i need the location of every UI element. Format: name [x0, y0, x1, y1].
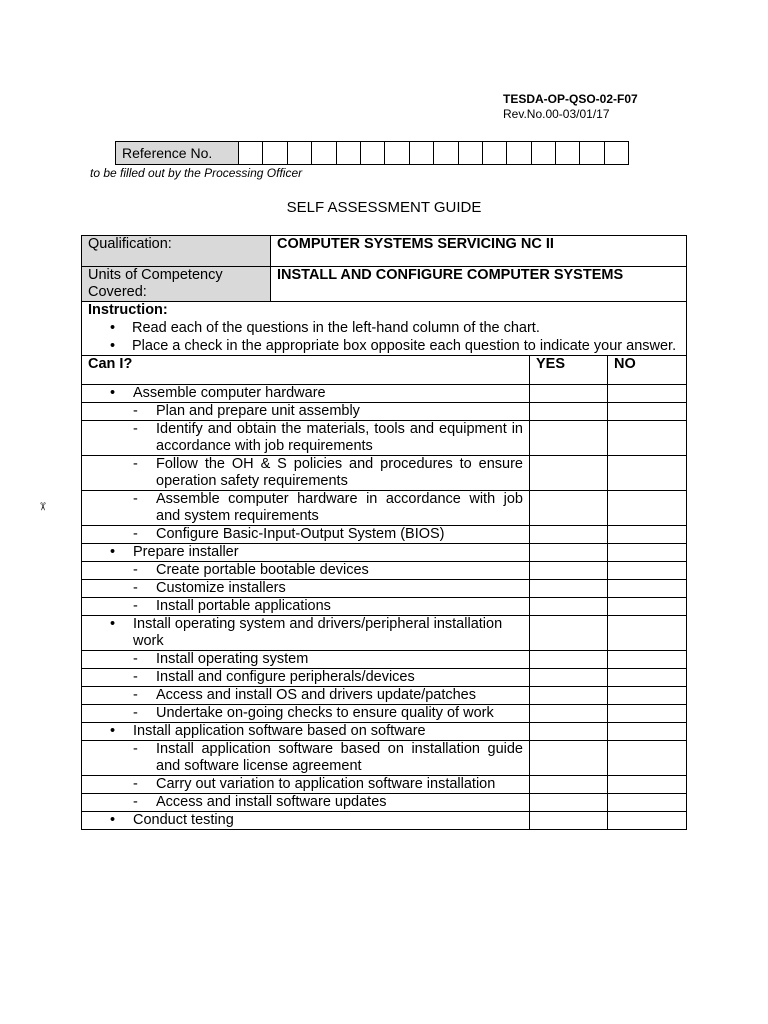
no-checkbox[interactable]: [608, 580, 687, 598]
yes-checkbox[interactable]: [530, 616, 608, 651]
assessment-table: [81, 235, 687, 830]
question-cell: [82, 491, 530, 526]
question-text: - Customize installers: [88, 580, 523, 597]
question-text: - Follow the OH & S policies and procedures to ensure operation safety requirements: [88, 456, 523, 490]
yes-checkbox[interactable]: [530, 562, 608, 580]
question-text: • Prepare installer: [88, 544, 523, 561]
skill-row: [82, 776, 687, 794]
yes-checkbox[interactable]: [530, 705, 608, 723]
skill-row: [82, 705, 687, 723]
question-text: - Install application software based on installation guide and software license agreement: [88, 741, 523, 775]
no-checkbox[interactable]: [608, 456, 687, 491]
skill-row: [82, 669, 687, 687]
no-checkbox[interactable]: [608, 705, 687, 723]
skill-row: [82, 562, 687, 580]
skill-row: [82, 491, 687, 526]
question-cell: [82, 580, 530, 598]
yes-checkbox[interactable]: [530, 403, 608, 421]
reference-digit-box[interactable]: [434, 142, 458, 165]
yes-checkbox[interactable]: [530, 491, 608, 526]
question-cell: [82, 776, 530, 794]
yes-checkbox[interactable]: [530, 385, 608, 403]
units-label: Units of Competency Covered:: [82, 267, 271, 302]
no-checkbox[interactable]: [608, 812, 687, 830]
no-checkbox[interactable]: [608, 776, 687, 794]
no-checkbox[interactable]: [608, 669, 687, 687]
no-checkbox[interactable]: [608, 723, 687, 741]
question-text: - Undertake on-going checks to ensure quality of work: [88, 705, 523, 722]
competency-row: [82, 385, 687, 403]
reference-digit-box[interactable]: [409, 142, 433, 165]
question-text: • Install operating system and drivers/peripheral installation work: [88, 616, 523, 650]
qualification-value: COMPUTER SYSTEMS SERVICING NC II: [271, 236, 687, 267]
instruction-heading: Instruction:: [88, 302, 168, 318]
reference-digit-box[interactable]: [556, 142, 580, 165]
form-code: TESDA-OP-QSO-02-F07: [503, 92, 638, 106]
yes-checkbox[interactable]: [530, 723, 608, 741]
instruction-item: • Place a check in the appropriate box opposite each question to indicate your answer.: [132, 337, 680, 355]
no-checkbox[interactable]: [608, 687, 687, 705]
question-text: • Install application software based on software: [88, 723, 523, 740]
question-cell: [82, 687, 530, 705]
yes-checkbox[interactable]: [530, 776, 608, 794]
skill-row: [82, 741, 687, 776]
no-checkbox[interactable]: [608, 741, 687, 776]
scissors-icon: ✂: [36, 501, 49, 512]
units-value: INSTALL AND CONFIGURE COMPUTER SYSTEMS: [271, 267, 687, 302]
competency-row: [82, 812, 687, 830]
question-cell: [82, 562, 530, 580]
no-checkbox[interactable]: [608, 403, 687, 421]
competency-row: [82, 616, 687, 651]
question-text: - Install and configure peripherals/devices: [88, 669, 523, 686]
reference-digit-box[interactable]: [263, 142, 287, 165]
question-text: - Plan and prepare unit assembly: [88, 403, 523, 420]
yes-checkbox[interactable]: [530, 812, 608, 830]
skill-row: [82, 687, 687, 705]
skill-row: [82, 456, 687, 491]
yes-checkbox[interactable]: [530, 741, 608, 776]
no-checkbox[interactable]: [608, 598, 687, 616]
question-text: - Install operating system: [88, 651, 523, 668]
skill-row: [82, 598, 687, 616]
reference-digit-box[interactable]: [458, 142, 482, 165]
no-checkbox[interactable]: [608, 616, 687, 651]
competency-row: [82, 544, 687, 562]
no-checkbox[interactable]: [608, 385, 687, 403]
question-cell: [82, 705, 530, 723]
question-cell: [82, 456, 530, 491]
question-list: [82, 385, 687, 830]
no-checkbox[interactable]: [608, 651, 687, 669]
question-cell: [82, 421, 530, 456]
no-checkbox[interactable]: [608, 794, 687, 812]
reference-digit-box[interactable]: [531, 142, 555, 165]
skill-row: [82, 403, 687, 421]
question-text: - Configure Basic-Input-Output System (BIOS): [88, 526, 523, 543]
question-cell: [82, 385, 530, 403]
page-title: SELF ASSESSMENT GUIDE: [286, 199, 482, 216]
question-cell: [82, 794, 530, 812]
yes-checkbox[interactable]: [530, 669, 608, 687]
question-cell: [82, 526, 530, 544]
question-cell: [82, 616, 530, 651]
question-text: - Install portable applications: [88, 598, 523, 615]
instruction-item: • Read each of the questions in the left-hand column of the chart.: [132, 319, 680, 337]
no-checkbox[interactable]: [608, 544, 687, 562]
reference-digit-box[interactable]: [360, 142, 384, 165]
reference-digit-box[interactable]: [580, 142, 604, 165]
skill-row: [82, 651, 687, 669]
question-cell: [82, 741, 530, 776]
yes-header: YES: [530, 356, 608, 385]
instruction-list: [88, 319, 680, 355]
qualification-row: [82, 236, 687, 267]
skill-row: [82, 794, 687, 812]
units-row: [82, 267, 687, 302]
yes-checkbox[interactable]: [530, 598, 608, 616]
question-text: - Carry out variation to application software installation: [88, 776, 523, 793]
yes-checkbox[interactable]: [530, 421, 608, 456]
question-cell: [82, 723, 530, 741]
instruction-cell: [82, 302, 687, 356]
reference-digit-box[interactable]: [239, 142, 263, 165]
revision-number: Rev.No.00-03/01/17: [503, 107, 610, 121]
column-header-row: [82, 356, 687, 385]
question-cell: [82, 598, 530, 616]
no-checkbox[interactable]: [608, 562, 687, 580]
no-checkbox[interactable]: [608, 526, 687, 544]
reference-digit-box[interactable]: [507, 142, 531, 165]
no-checkbox[interactable]: [608, 421, 687, 456]
question-text: • Conduct testing: [88, 812, 523, 829]
reference-digit-box[interactable]: [604, 142, 628, 165]
question-text: • Assemble computer hardware: [88, 385, 523, 402]
reference-digit-box[interactable]: [482, 142, 506, 165]
reference-digit-box[interactable]: [312, 142, 336, 165]
qualification-label: Qualification:: [82, 236, 271, 267]
reference-digit-box[interactable]: [385, 142, 409, 165]
yes-checkbox[interactable]: [530, 580, 608, 598]
reference-number-field: [115, 141, 629, 165]
yes-checkbox[interactable]: [530, 456, 608, 491]
question-cell: [82, 544, 530, 562]
question-text: - Identify and obtain the materials, tools and equipment in accordance with job requirements: [88, 421, 523, 455]
question-cell: [82, 812, 530, 830]
question-text: - Create portable bootable devices: [88, 562, 523, 579]
skill-row: [82, 526, 687, 544]
question-cell: [82, 669, 530, 687]
no-checkbox[interactable]: [608, 491, 687, 526]
skill-row: [82, 421, 687, 456]
yes-checkbox[interactable]: [530, 651, 608, 669]
question-text: - Access and install software updates: [88, 794, 523, 811]
question-cell: [82, 651, 530, 669]
yes-checkbox[interactable]: [530, 544, 608, 562]
question-text: - Access and install OS and drivers update/patches: [88, 687, 523, 704]
reference-digit-box[interactable]: [287, 142, 311, 165]
reference-label: Reference No.: [116, 142, 239, 165]
no-header: NO: [608, 356, 687, 385]
yes-checkbox[interactable]: [530, 687, 608, 705]
processing-officer-note: to be filled out by the Processing Officer: [90, 166, 303, 180]
question-text: - Assemble computer hardware in accordance with job and system requirements: [88, 491, 523, 525]
instruction-row: [82, 302, 687, 356]
yes-checkbox[interactable]: [530, 526, 608, 544]
competency-row: [82, 723, 687, 741]
can-i-header: Can I?: [82, 356, 530, 385]
question-cell: [82, 403, 530, 421]
reference-digit-box[interactable]: [336, 142, 360, 165]
yes-checkbox[interactable]: [530, 794, 608, 812]
skill-row: [82, 580, 687, 598]
document-code: [503, 92, 638, 122]
